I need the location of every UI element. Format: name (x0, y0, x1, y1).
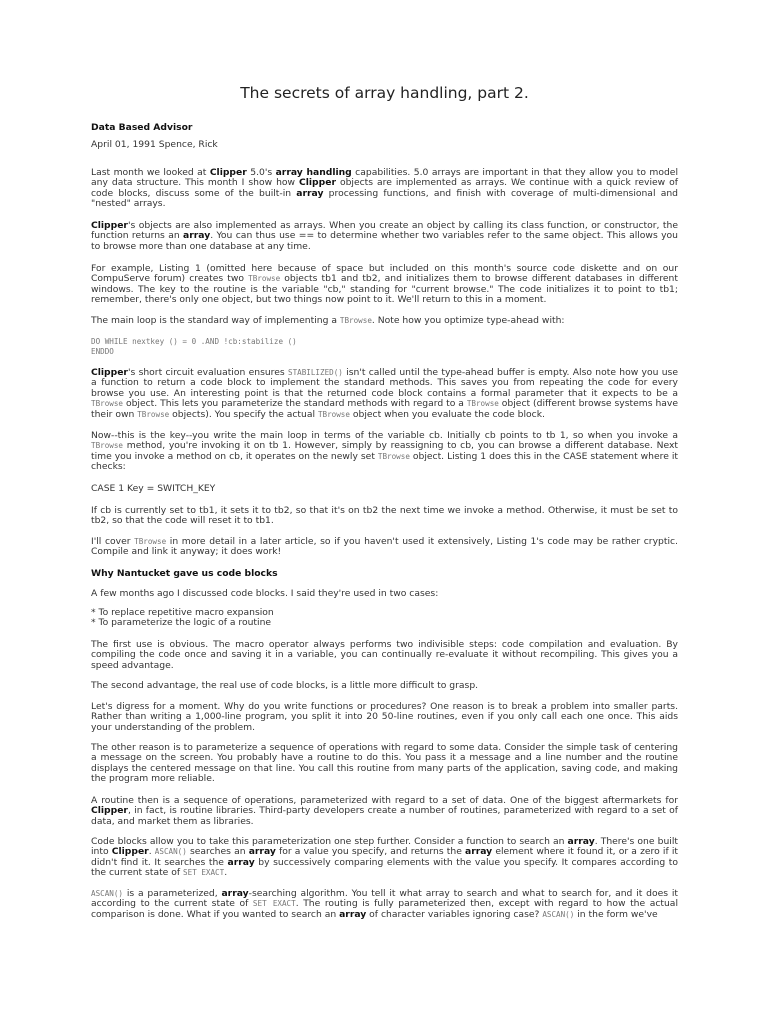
code-listing (91, 337, 297, 358)
paragraph-3: For example, Listing 1 (omitted here because of space but included on this month's source code diskette and on our CompuServe forum) creates two TBrowse objects tb1 and tb2, and initializes them to browse different databases in different windows. The key to the routine is the variable "cb," standing for "current browse." The code initializes it to point to tb1; remember, there's only one object, but two things now point to it. We'll return to this in a moment. (91, 263, 678, 306)
article-title: The secrets of array handling, part 2. (240, 84, 529, 102)
paragraph-12: The second advantage, the real use of code blocks, is a little more difficult to grasp. (91, 680, 479, 691)
code-line-2: ENDDO (91, 347, 114, 357)
code-line-1: DO WHILE nextkey () = 0 .AND !cb:stabilize () (91, 337, 297, 346)
publication-name: Data Based Advisor (91, 122, 193, 133)
list-item: * To replace repetitive macro expansion (91, 607, 274, 618)
paragraph-15: A routine then is a sequence of operations, parameterized with regard to a set of data. One of the biggest aftermarkets for Clipper, in fact, is routine libraries. Third-party developers create a number of routines, parameterized with regard to a set of data, and market them as libraries. (91, 795, 678, 827)
paragraph-2: Clipper's objects are also implemented as arrays. When you create an object by calling its class function, or constructor, the function returns an array. You can thus use == to determine whether two variables refer to the same object. This allows you to browse more than one database at any time. (91, 220, 679, 252)
paragraph-7: CASE 1 Key = SWITCH_KEY (91, 483, 216, 494)
section-heading: Why Nantucket gave us code blocks (91, 568, 278, 579)
paragraph-1: Last month we looked at Clipper 5.0's array handling capabilities. 5.0 arrays are important in that they allow you to model any data structure. This month I show how Clipper objects are implemented as arrays. We continue with a quick review of code blocks, discuss some of the built-in array processing functions, and finish with coverage of multi-dimensional and "nested" arrays. (91, 167, 679, 210)
paragraph-14: The other reason is to parameterize a sequence of operations with regard to some data. Consider the simple task of centering a message on the screen. You probably have a routine to do this. You pass it a message and a line number and the routine displays the centered message on that line. You call this routine from many parts of the application, saving code, and making the program more reliable. (91, 742, 678, 785)
paragraph-8: If cb is currently set to tb1, it sets it to tb2, so that it's on tb2 the next time we invoke a method. Otherwise, it must be set to tb2, so that the code will reset it to tb1. (91, 505, 678, 527)
paragraph-9: I'll cover TBrowse in more detail in a later article, so if you haven't used it extensively, Listing 1's code may be rather cryptic. Compile and link it anyway; it does work! (91, 536, 678, 558)
paragraph-4: The main loop is the standard way of implementing a TBrowse. Note how you optimize type-ahead with: (91, 315, 565, 326)
paragraph-10: A few months ago I discussed code blocks. I said they're used in two cases: (91, 588, 439, 599)
paragraph-13: Let's digress for a moment. Why do you write functions or procedures? One reason is to break a problem into smaller parts. Rather than writing a 1,000-line program, you split it into 20 50-line routines, even if you only call each one once. This aids your understanding of the problem. (91, 701, 678, 733)
paragraph-6: Now--this is the key--you write the main loop in terms of the variable cb. Initially cb points to tb 1, so when you invoke a TBrowse method, you're invoking it on tb 1. However, simply by reassigning to cb, you can browse a different database. Next time you invoke a method on cb, it operates on the newly set TBrowse object. Listing 1 does this in the CASE statement where it checks: (91, 430, 678, 473)
paragraph-5: Clipper's short circuit evaluation ensures STABILIZED() isn't called until the type-ahead buffer is empty. Also note how you use a function to return a code block to implement the standard methods. This saves you from repeating the code for every browse you use. An interesting point is that the returned code block contains a formal parameter that it expects to be a TBrowse object. This lets you parameterize the standard methods with regard to a TBrowse object (different browse systems have their own TBrowse objects). You specify the actual TBrowse object when you evaluate the code block. (91, 367, 679, 420)
paragraph-17: ASCAN() is a parameterized, array-searching algorithm. You tell it what array to search and what to search for, and it does it according to the current state of SET EXACT. The routing is fully parameterized then, except with regard to how the actual comparison is done. What if you wanted to search an array of character variables ignoring case? ASCAN() in the form we've (91, 888, 678, 920)
dateline: April 01, 1991 Spence, Rick (91, 139, 218, 150)
bullet-list (91, 608, 678, 629)
list-item: * To parameterize the logic of a routine (91, 617, 272, 629)
paragraph-11: The first use is obvious. The macro operator always performs two indivisible steps: code compilation and evaluation. By compiling the code once and saving it in a variable, you can continually re-evaluate it without recompiling. This gives you a speed advantage. (91, 639, 678, 671)
paragraph-16: Code blocks allow you to take this parameterization one step further. Consider a function to search an array. There's one built into Clipper. ASCAN() searches an array for a value you specify, and returns the array element where it found it, or a zero if it didn't find it. It searches the array by successively comparing elements with the value you specify. It compares according to the current state of SET EXACT. (91, 836, 678, 879)
